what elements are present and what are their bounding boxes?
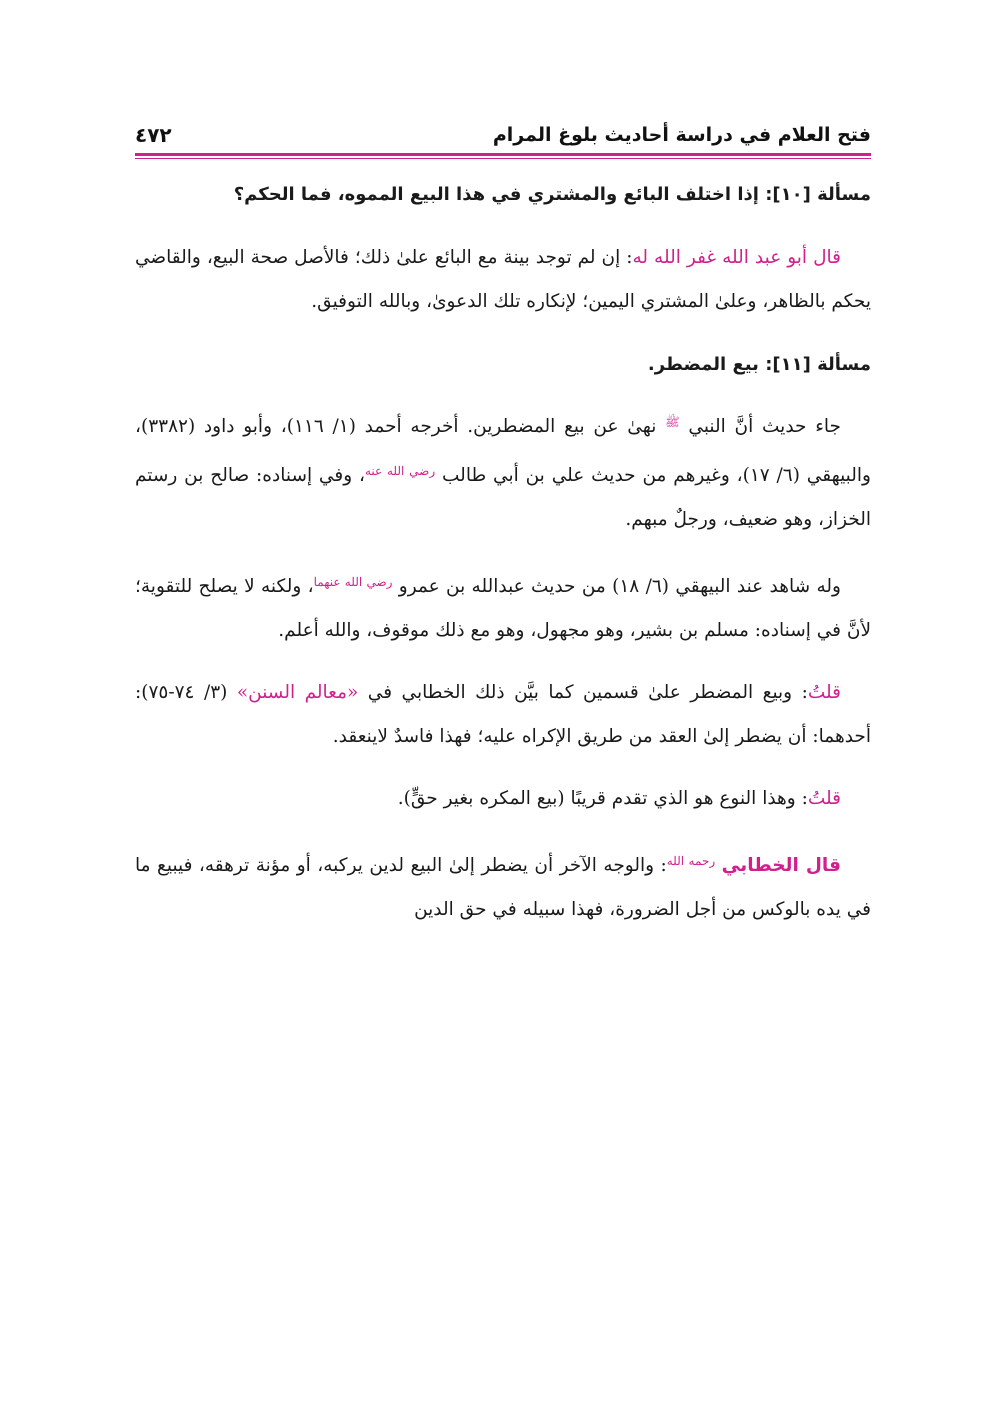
rahimahu-mark: رحمه الله bbox=[666, 854, 716, 868]
paragraph-text: (٣/ ٧٤-٧٥): أحدهما: أن يضطر إلىٰ العقد من طريق الإكراه عليه؛ فهذا فاسدٌ لاينعقد. bbox=[135, 682, 871, 747]
khattabi-attribution: قال الخطابي bbox=[721, 855, 841, 876]
paragraph-text: : والوجه الآخر أن يضطر إلىٰ البيع لدين يركبه، أو مؤنة ترهقه، فيبيع ما في يده بالوكس من أجل الضرورة، فهذا سبيله في حق الدين bbox=[135, 855, 871, 920]
paragraph-hadith bbox=[135, 400, 871, 542]
radiya-mark: رضي الله عنه bbox=[364, 464, 436, 478]
issue-label: مسألة [١٠]: bbox=[765, 184, 871, 205]
paragraph-text: وله شاهد عند البيهقي (٦/ ١٨) من حديث عبدالله بن عمرو bbox=[398, 576, 841, 597]
salutation-mark: ﷺ bbox=[665, 415, 680, 429]
issue-label: مسألة [١١]: bbox=[765, 354, 871, 375]
paragraph-witness bbox=[135, 560, 871, 653]
issue-text: بيع المضطر. bbox=[647, 354, 759, 375]
paragraph-ruling bbox=[135, 236, 871, 324]
radiya-mark: رضي الله عنهما bbox=[313, 575, 393, 589]
author-attribution: قال أبو عبد الله غفر الله له bbox=[632, 247, 841, 268]
qultu-lead: قلتُ bbox=[807, 788, 841, 809]
paragraph-two-types bbox=[135, 671, 871, 759]
paragraph-text: نهىٰ عن بيع المضطرين. أخرجه أحمد (١/ ١١٦)، وأبو داود (٣٣٨٢)، والبيهقي (٦/ ١٧)، وغيرهم من حديث علي بن أبي طالب bbox=[135, 416, 871, 486]
paragraph-text: ، ولكنه لا يصلح للتقوية؛ لأنَّ في إسناده: مسلم بن بشير، وهو مجهول، وهو مع ذلك موقوف، والله أعلم. bbox=[135, 576, 871, 641]
page-body bbox=[135, 172, 871, 932]
paragraph-text: : إن لم توجد بينة مع البائع علىٰ ذلك؛ فالأصل صحة البيع، والقاضي يحكم بالظاهر، وعلىٰ المشتري اليمين؛ لإنكاره تلك الدعوىٰ، وبالله التوفيق. bbox=[135, 247, 871, 312]
issue-heading-10 bbox=[135, 172, 871, 218]
page-header bbox=[135, 118, 871, 152]
running-title: فتح العلام في دراسة أحاديث بلوغ المرام bbox=[492, 124, 871, 146]
paragraph-note bbox=[135, 777, 871, 821]
issue-text: إذا اختلف البائع والمشتري في هذا البيع المموه، فما الحكم؟ bbox=[233, 184, 759, 205]
paragraph-text: : وبيع المضطر علىٰ قسمين كما بيَّن ذلك الخطابي في bbox=[367, 682, 808, 703]
qultu-lead: قلتُ bbox=[807, 682, 841, 703]
page-number: ٤٧٢ bbox=[135, 123, 172, 147]
paragraph-khattabi bbox=[135, 839, 871, 932]
header-rule-thin bbox=[135, 158, 871, 159]
paragraph-text: ، وفي إسناده: صالح بن رستم الخزاز، وهو ضعيف، ورجلٌ مبهم. bbox=[135, 465, 871, 530]
book-title: «معالم السنن» bbox=[236, 682, 359, 703]
header-rule-thick bbox=[135, 153, 871, 156]
paragraph-text: جاء حديث أنَّ النبي bbox=[688, 416, 841, 437]
paragraph-text: : وهذا النوع هو الذي تقدم قريبًا (بيع المكره بغير حقٍّ). bbox=[397, 788, 808, 809]
issue-heading-11 bbox=[135, 342, 871, 388]
